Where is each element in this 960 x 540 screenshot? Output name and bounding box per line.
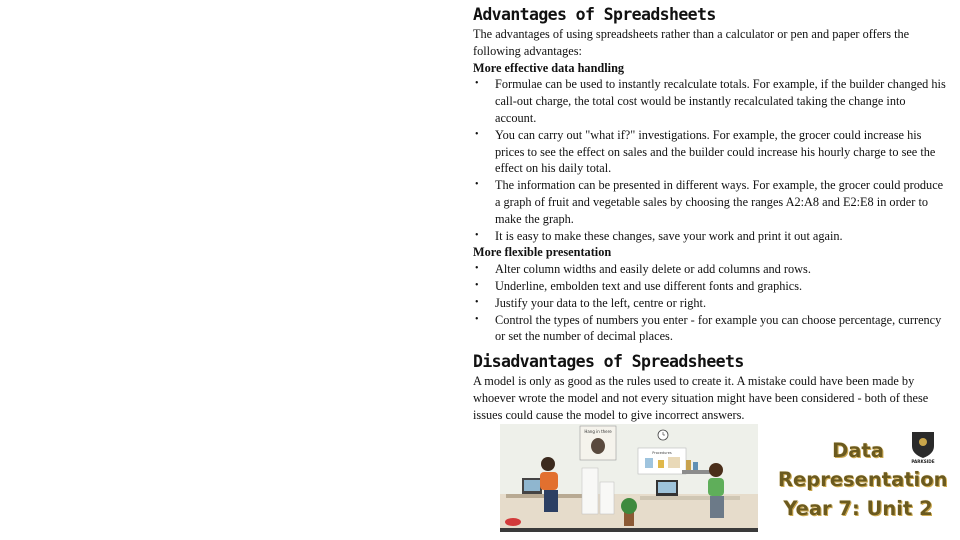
title-line-2: Representation: [778, 468, 948, 491]
title-line-3: Year 7: Unit 2: [783, 497, 933, 520]
disadvantages-text: A model is only as good as the rules used to create it. A mistake could have been made by whoever wrote the model and not every situation might have been considered - both of these issues could cause the model to give incorrect answers.: [473, 374, 929, 422]
section-title-presentation: More flexible presentation: [473, 245, 612, 260]
list-item: • It is easy to make these changes, save your work and print it out again.: [473, 228, 949, 245]
logo-text: PARKSIDE: [911, 459, 935, 464]
school-logo: [903, 430, 943, 464]
list-item: • Formulae can be used to instantly recalculate totals. For example, if the builder changed his call-out charge, the total cost would be instantly recalculated taking the change into account.: [473, 76, 949, 126]
data-handling-list: [473, 76, 949, 244]
list-item: • Underline, embolden text and use different fonts and graphics.: [473, 278, 949, 295]
list-item: • Justify your data to the left, centre or right.: [473, 295, 949, 312]
list-item: • Alter column widths and easily delete or add columns and rows.: [473, 261, 949, 278]
poster-text: Hang in there: [584, 429, 612, 434]
office-illustration: [500, 424, 758, 532]
section-title-data-handling: More effective data handling: [473, 60, 625, 75]
disadvantages-heading: Disadvantages of Spreadsheets: [473, 352, 744, 372]
list-item: • Control the types of numbers you enter - for example you can choose percentage, currency or set the number of decimal places.: [473, 312, 949, 346]
advantages-heading: Advantages of Spreadsheets: [473, 5, 716, 24]
advantages-intro: The advantages of using spreadsheets rather than a calculator or pen and paper offers the following advantages:: [473, 27, 910, 58]
list-item: • You can carry out "what if?" investigations. For example, the grocer could increase his prices to see the effect on sales and the builder could increase his hourly charge to see the effect on his daily total.: [473, 127, 949, 177]
list-item: • The information can be presented in different ways. For example, the grocer could produce a graph of fruit and vegetable sales by choosing the ranges A2:A8 and E2:E8 in order to make the graph.: [473, 177, 949, 227]
presentation-list: [473, 261, 949, 345]
board-text: Procedures: [652, 451, 672, 455]
title-line-1: Data: [832, 439, 884, 462]
document-content: [473, 4, 949, 424]
